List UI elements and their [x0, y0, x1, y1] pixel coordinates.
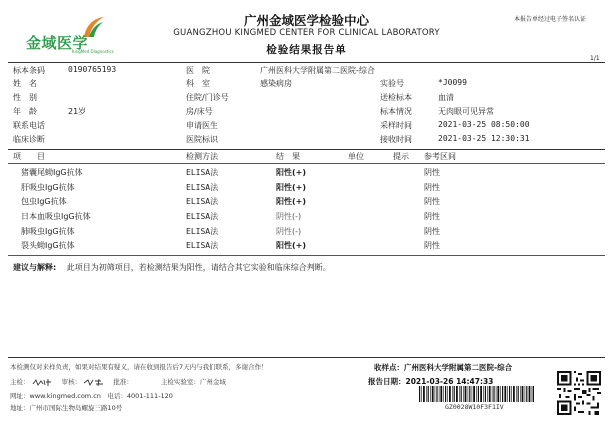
- result-value: 阳性(+): [276, 168, 307, 177]
- lab-no-value: *J0099: [438, 78, 467, 87]
- hospital-mark-label: 医院标识: [186, 135, 218, 144]
- reviewer-signature: [83, 378, 105, 387]
- col-method: 检测方法: [186, 152, 218, 161]
- result-row: [0, 182, 613, 196]
- dept-value: 感染病房: [260, 79, 292, 88]
- result-row: [0, 226, 613, 240]
- result-method: ELISA法: [186, 227, 219, 236]
- advice: [13, 262, 331, 273]
- age-label: 年 龄: [13, 107, 37, 116]
- collect-time-value: 2021-03-25 08:50:00: [438, 120, 530, 129]
- result-method: ELISA法: [186, 212, 219, 221]
- disclaimer: 本检测仅对来样负责，如果对结果有疑义，请在收到报告后7天内与我们联系，多谢合作！: [10, 363, 268, 371]
- phone-label: 联系电话: [13, 121, 45, 130]
- result-value: 阳性(+): [276, 183, 307, 192]
- diagnosis-label: 临床诊断: [13, 135, 45, 144]
- specimen-state-label: 标本情况: [380, 107, 412, 116]
- advice-text: 此项目为初筛项目，若检测结果为阳性，请结合其它实验和临床综合判断。: [66, 263, 331, 272]
- result-value: 阴性(-): [276, 227, 302, 236]
- col-reference: 参考区间: [424, 152, 456, 161]
- specimen-value: 血清: [438, 93, 454, 102]
- result-reference: 阴性: [424, 168, 440, 177]
- info-row-5: [0, 120, 613, 131]
- info-divider: [8, 149, 605, 150]
- page-number: 1/1: [590, 55, 600, 62]
- lab-label: 主检实验室：广州金域: [160, 378, 226, 386]
- result-row: [0, 240, 613, 254]
- info-row-1: [0, 65, 613, 76]
- advice-label: 建议与解释:: [13, 263, 57, 272]
- sex-label: 性 别: [13, 93, 37, 102]
- reviewer-label: 审核：: [61, 378, 82, 386]
- results-header-row: [0, 151, 613, 163]
- approver-label: 批准：: [113, 378, 133, 386]
- results-header-divider: [8, 163, 605, 164]
- inspector-label: 主检：: [10, 378, 30, 386]
- result-reference: 阴性: [424, 227, 440, 236]
- col-unit: 单位: [348, 152, 364, 161]
- org-name-en: GUANGZHOU KINGMED CENTER FOR CLINICAL LABORATORY: [173, 28, 440, 38]
- col-result: 结 果: [276, 152, 300, 161]
- result-row: [0, 196, 613, 210]
- e-sign-note: 本报告单经过电子签名认证: [514, 16, 587, 23]
- result-method: ELISA法: [186, 183, 219, 192]
- result-method: ELISA法: [186, 168, 219, 177]
- info-row-4: [0, 106, 613, 117]
- results-divider: [8, 255, 605, 256]
- result-method: ELISA法: [186, 241, 219, 250]
- receive-time-label: 接收时间: [380, 135, 412, 144]
- info-row-6: [0, 134, 613, 145]
- result-value: 阳性(+): [276, 241, 307, 250]
- result-item: 包虫IgG抗体: [21, 197, 67, 206]
- logo-text: 金域医学: [26, 34, 89, 52]
- col-item: 项 目: [13, 152, 45, 161]
- result-reference: 阴性: [424, 241, 440, 250]
- result-item: 猪囊尾蚴IgG抗体: [21, 168, 83, 177]
- logo-subtext: KingMed Diagnostics: [72, 49, 114, 54]
- footer-divider: [8, 357, 605, 358]
- inpatient-label: 住院/门诊号: [186, 93, 229, 102]
- hospital-label: 医 院: [186, 66, 210, 75]
- result-item: 裂头蚴IgG抗体: [21, 241, 75, 250]
- info-row-2: [0, 78, 613, 89]
- inspector-signature: [32, 378, 54, 387]
- name-label: 姓 名: [13, 79, 37, 88]
- specimen-label: 送检标本: [380, 93, 412, 102]
- result-item: 肝吸虫IgG抗体: [21, 183, 75, 192]
- address: 地址：广州市国际生物岛螺旋三路10号: [10, 404, 123, 412]
- result-item: 日本血吸虫IgG抗体: [21, 212, 91, 221]
- doctor-label: 申请医生: [186, 121, 218, 130]
- result-row: [0, 211, 613, 225]
- hospital-value: 广州医科大学附属第二医院-综合: [260, 66, 375, 75]
- report-title: 检验结果报告单: [266, 44, 347, 56]
- receiver: 收样点：广州医科大学附属第二医院-综合: [374, 363, 513, 372]
- report-date: 报告日期：2021-03-26 14:47:33: [368, 377, 494, 386]
- receive-time-value: 2021-03-25 12:30:31: [438, 134, 530, 143]
- org-name-cn: 广州金域医学检验中心: [243, 13, 369, 28]
- qr-code: [557, 371, 601, 415]
- result-reference: 阴性: [424, 197, 440, 206]
- barcode-text: GZ0028W10F3F1IV: [445, 403, 504, 411]
- bed-label: 房/床号: [186, 107, 213, 116]
- header-divider: [8, 62, 605, 63]
- specimen-state-value: 无肉眼可见异常: [438, 107, 494, 116]
- result-value: 阳性(+): [276, 197, 307, 206]
- result-reference: 阴性: [424, 212, 440, 221]
- website-phone: 网址：www.kingmed.com.cn 电话：4001-111-120: [10, 392, 173, 400]
- result-method: ELISA法: [186, 197, 219, 206]
- barcode-label: 标本条码: [13, 66, 45, 75]
- col-hint: 提示: [393, 152, 409, 161]
- result-value: 阴性(-): [276, 212, 302, 221]
- dept-label: 科 室: [186, 79, 210, 88]
- result-reference: 阴性: [424, 183, 440, 192]
- lab-no-label: 实验号: [380, 79, 404, 88]
- result-row: [0, 167, 613, 181]
- result-item: 肺吸虫IgG抗体: [21, 227, 75, 236]
- info-row-3: [0, 92, 613, 103]
- collect-time-label: 采样时间: [380, 121, 412, 130]
- age-value: 21岁: [68, 107, 87, 116]
- barcode-value: 0190765193: [68, 65, 117, 74]
- signature-row: [10, 377, 226, 387]
- report-barcode: [419, 386, 534, 402]
